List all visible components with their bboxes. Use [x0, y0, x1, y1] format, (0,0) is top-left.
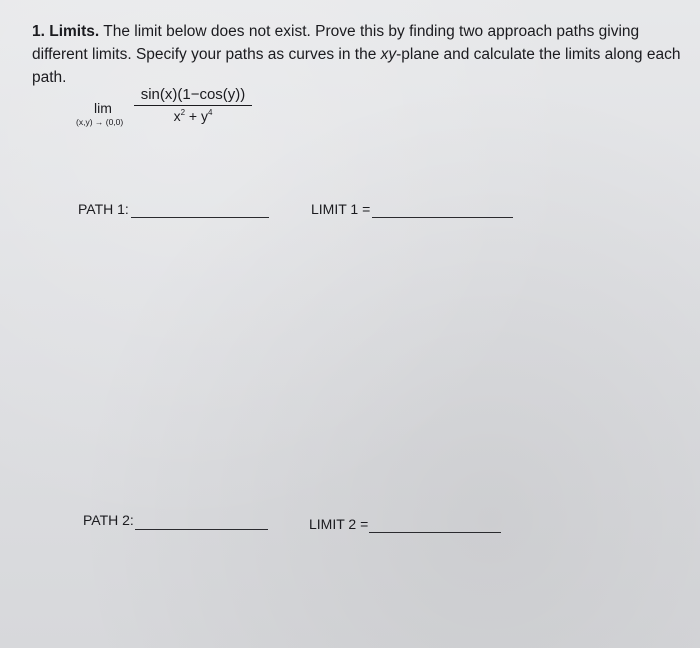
- lim-subscript: (x,y) → (0,0): [76, 117, 124, 127]
- fraction: [132, 86, 254, 124]
- path1-label: PATH 1:: [78, 201, 129, 217]
- problem-text-italic: xy: [380, 46, 397, 63]
- problem-title: Limits.: [49, 23, 100, 40]
- limit1-answer-line[interactable]: [372, 217, 513, 218]
- denominator-x: x: [173, 108, 181, 125]
- denominator-plus: +: [185, 108, 198, 125]
- fraction-denominator: [132, 106, 254, 124]
- problem-statement: [32, 20, 682, 89]
- limit2-answer-line[interactable]: [369, 532, 501, 533]
- problem-number: 1.: [32, 23, 45, 40]
- denominator-y-exponent: 4: [207, 108, 213, 118]
- limit-expression: [76, 84, 276, 144]
- path2-answer-line[interactable]: [135, 529, 268, 530]
- problem-text-after: -plane and calculate the limits along each path.: [32, 46, 681, 86]
- lim-operator: lim: [94, 100, 112, 116]
- denominator-x-exponent: 2: [180, 108, 186, 118]
- limit1-label: LIMIT 1 =: [311, 201, 371, 217]
- limit2-label: LIMIT 2 =: [309, 516, 369, 532]
- path1-answer-line[interactable]: [131, 217, 269, 218]
- fraction-numerator: sin(x)(1−cos(y)): [140, 86, 246, 103]
- problem-text-before: The limit below does not exist. Prove this by finding two approach paths giving different limits. Specify your paths as curves in the: [32, 23, 640, 63]
- denominator-y: y: [200, 108, 208, 125]
- path2-label: PATH 2:: [83, 512, 134, 528]
